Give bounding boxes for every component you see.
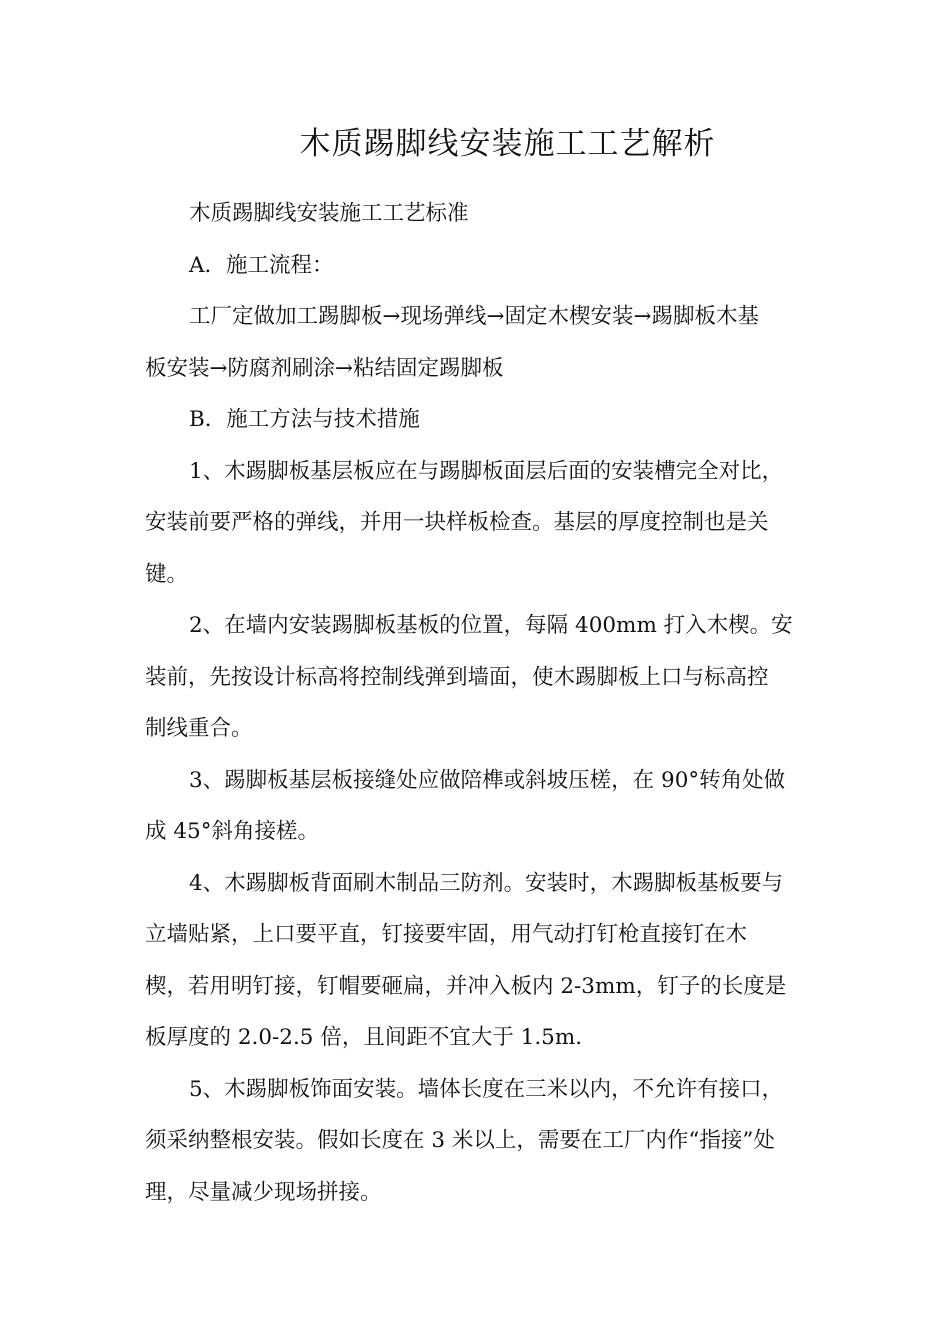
- text-line: 5、木踢脚板饰面安装。墙体长度在三米以内，不允许有接口，: [189, 1076, 784, 1102]
- text-line: 4、木踢脚板背面刷木制品三防剂。安装时，木踢脚板基板要与: [189, 870, 784, 896]
- text-line: B．施工方法与技术措施: [189, 407, 420, 432]
- text-line: 理，尽量减少现场拼接。: [145, 1179, 382, 1205]
- text-line: A．施工流程：: [189, 252, 334, 278]
- text-line: 2、在墙内安装踢脚板基板的位置，每隔 400mm 打入木楔。安: [189, 613, 793, 638]
- document-title: 木质踢脚线安装施工工艺解析: [299, 126, 716, 162]
- text-line: 楔，若用明钉接，钉帽要砸扁，并冲入板内 2-3mm，钉子的长度是: [145, 973, 787, 999]
- text-line: 工厂定做加工踢脚板→现场弹线→固定木楔安装→踢脚板木基: [189, 304, 760, 329]
- text-line: 制线重合。: [145, 716, 253, 741]
- text-line: 键。: [145, 561, 189, 587]
- text-line: 立墙贴紧，上口要平直，钉接要牢固，用气动打钉枪直接钉在木: [145, 922, 748, 947]
- text-line: 板厚度的 2.0-2.5 倍，且间距不宜大于 1.5m.: [145, 1025, 583, 1050]
- text-line: 安装前要严格的弹线，并用一块样板检查。基层的厚度控制也是关: [145, 510, 769, 535]
- text-line: 装前，先按设计标高将控制线弹到墙面，使木踢脚板上口与标高控: [145, 664, 769, 690]
- document-page: [145, 0, 810, 1344]
- text-line: 木质踢脚线安装施工工艺标准: [189, 201, 469, 226]
- text-line: 成 45°斜角接槎。: [145, 819, 319, 844]
- text-line: 须采纳整根安装。假如长度在 3 米以上，需要在工厂内作“指接”处: [145, 1128, 775, 1153]
- document-body: [145, 188, 810, 1218]
- text-line: 3、踢脚板基层板接缝处应做陪榫或斜坡压槎，在 90°转角处做: [189, 767, 786, 793]
- text-line: 1、木踢脚板基层板应在与踢脚板面层后面的安装槽完全对比，: [189, 458, 784, 484]
- text-line: 板安装→防腐剂刷涂→粘结固定踢脚板: [145, 355, 504, 381]
